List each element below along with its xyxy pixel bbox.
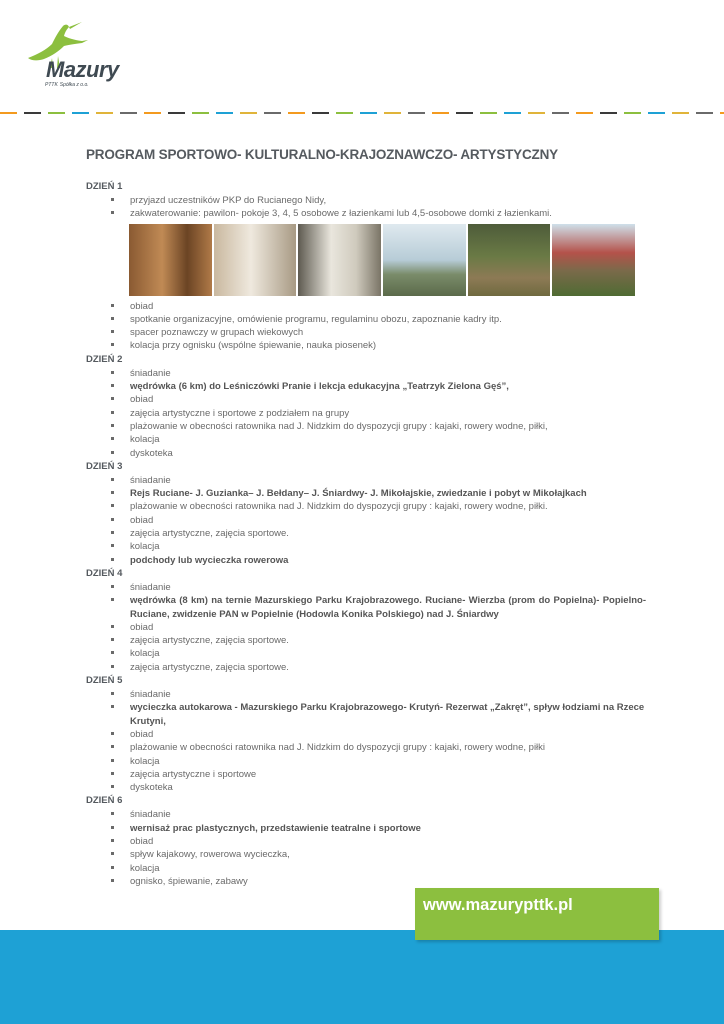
activity-item: zajęcia artystyczne i sportowe [86,768,646,781]
day-activities [86,808,646,888]
dash-segment [288,112,305,114]
room-photo [129,224,212,296]
day-activities [86,474,646,567]
activity-item: spotkanie organizacyjne, omówienie programu, regulaminu obozu, zapoznanie kadry itp. [86,313,646,326]
decorative-dash-divider [0,112,724,115]
activity-item: śniadanie [86,581,646,594]
day-heading: DZIEŃ 4 [86,567,123,579]
activity-item: kolacja [86,647,646,660]
lake-pier-photo [383,224,466,296]
activity-item: obiad [86,514,646,527]
activity-item: dyskoteka [86,781,646,794]
day-heading: DZIEŃ 3 [86,460,123,472]
dash-segment [624,112,641,114]
activity-item: kolacja przy ognisku (wspólne śpiewanie, nauka piosenek) [86,339,646,352]
dash-segment [672,112,689,114]
activity-item: dyskoteka [86,447,646,460]
day-activities [86,688,646,794]
dash-segment [648,112,665,114]
logo-wordmark: Mazury [46,57,119,82]
website-link[interactable]: www.mazurypttk.pl [423,896,573,914]
activity-item: spacer poznawczy w grupach wiekowych [86,326,646,339]
activity-item: obiad [86,393,646,406]
activity-item: zajęcia artystyczne i sportowe z podziałem na grupy [86,407,646,420]
day-activities [86,581,646,674]
activity-item: Rejs Ruciane- J. Guzianka– J. Bełdany– J. Śniardwy- J. Mikołajskie, zwiedzanie i pobyt w Mikołajkach [86,487,646,500]
bedroom-photo [298,224,381,296]
dash-segment [600,112,617,114]
dash-segment [24,112,41,114]
dash-segment [552,112,569,114]
activity-item: kolacja [86,862,646,875]
dash-segment [576,112,593,114]
activity-item: wędrówka (8 km) na ternie Mazurskiego Parku Krajobrazowego. Ruciane- Wierzba (prom do Popielna)- Popielno- Ruciane, zwidzenie PAN w Popielnie (Hodowla Konika Polskiego) nad J. Śniardwy [86,594,646,621]
activity-item: wernisaż prac plastycznych, przedstawienie teatralne i sportowe [86,822,646,835]
day-activities [86,367,646,460]
dash-segment [384,112,401,114]
dash-segment [456,112,473,114]
dash-segment [264,112,281,114]
activity-item: spływ kajakowy, rowerowa wycieczka, [86,848,646,861]
activity-item: obiad [86,621,646,634]
activity-item: zajęcia artystyczne, zajęcia sportowe. [86,527,646,540]
dash-segment [432,112,449,114]
dash-segment [72,112,89,114]
dash-segment [144,112,161,114]
activity-item: plażowanie w obecności ratownika nad J. Nidzkim do dyspozycji grupy : kajaki, rowery wodne, piłki. [86,500,646,513]
activity-item: śniadanie [86,808,646,821]
day-heading: DZIEŃ 6 [86,795,123,807]
activity-item: zakwaterowanie: pawilon- pokoje 3, 4, 5 osobowe z łazienkami lub 4,5-osobowe domki z łazienkami. [86,207,646,220]
dash-segment [312,112,329,114]
activity-item: kolacja [86,540,646,553]
activity-item: kolacja [86,433,646,446]
activity-item: obiad [86,728,646,741]
program-list [86,180,646,888]
activity-item: podchody lub wycieczka rowerowa [86,554,646,567]
activity-item: przyjazd uczestników PKP do Rucianego Nidy, [86,194,646,207]
day-activities [86,194,646,221]
footer-band [0,930,724,1024]
day-heading: DZIEŃ 2 [86,353,123,365]
page-title: PROGRAM SPORTOWO- KULTURALNO-KRAJOZNAWCZO- ARTYSTYCZNY [86,147,558,162]
dash-segment [192,112,209,114]
activity-item: wycieczka autokarowa - Mazurskiego Parku Krajobrazowego- Krutyń- Rezerwat „Zakręt”, spływ łodziami na Rzece Krutyni, [86,701,646,728]
activity-item: śniadanie [86,367,646,380]
dash-segment [720,112,724,114]
activity-item: plażowanie w obecności ratownika nad J. Nidzkim do dyspozycji grupy : kajaki, rowery wodne, piłki [86,741,646,754]
activity-item: plażowanie w obecności ratownika nad J. Nidzkim do dyspozycji grupy : kajaki, rowery wodne, piłki, [86,420,646,433]
logo-subtitle: PTTK Spółka z o.o. [45,82,89,88]
activity-item: śniadanie [86,474,646,487]
website-banner[interactable] [415,888,659,940]
dash-segment [480,112,497,114]
dash-segment [216,112,233,114]
day-heading: DZIEŃ 1 [86,181,123,192]
activity-item: ognisko, śpiewanie, zabawy [86,875,646,888]
activity-item: obiad [86,300,646,313]
bunk-room-photo [214,224,297,296]
dash-segment [0,112,17,114]
dash-segment [48,112,65,114]
dash-segment [240,112,257,114]
dash-segment [408,112,425,114]
activity-item: śniadanie [86,688,646,701]
activity-item: zajęcia artystyczne, zajęcia sportowe. [86,634,646,647]
day-heading: DZIEŃ 5 [86,675,123,687]
activity-item: kolacja [86,755,646,768]
dash-segment [360,112,377,114]
dash-segment [120,112,137,114]
day-activities [86,300,646,353]
house-photo [552,224,635,296]
dash-segment [168,112,185,114]
activity-item: obiad [86,835,646,848]
photo-strip [129,224,637,296]
dash-segment [96,112,113,114]
activity-item: wędrówka (6 km) do Leśniczówki Pranie i lekcja edukacyjna „Teatrzyk Zielona Gęś”, [86,380,646,393]
dash-segment [504,112,521,114]
dash-segment [528,112,545,114]
dash-segment [336,112,353,114]
forest-cabins-photo [468,224,551,296]
activity-item: zajęcia artystyczne, zajęcia sportowe. [86,661,646,674]
dash-segment [696,112,713,114]
